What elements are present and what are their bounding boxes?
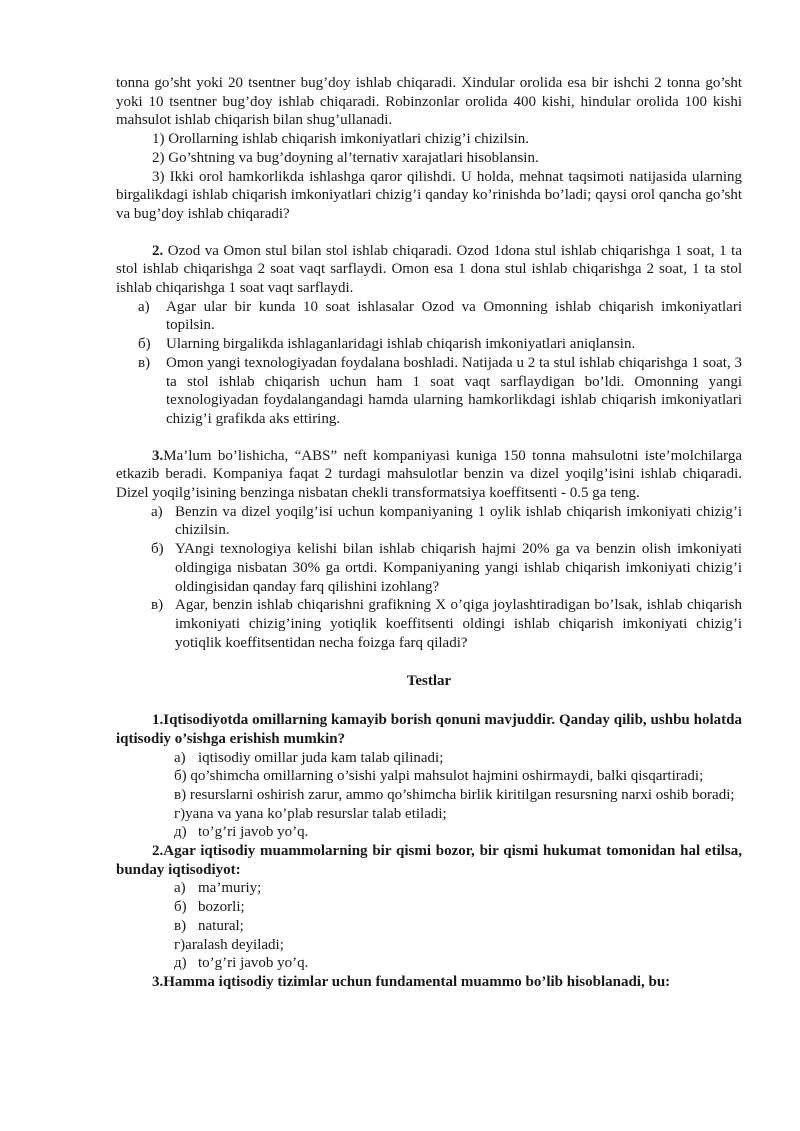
task-2-text (116, 242, 742, 298)
answer-text: resurslarni oshirish zarur, ammo qo’shimcha birlik kiritilgan resursning narxi oshib boradi; (189, 786, 735, 803)
answer-marker: в) (174, 786, 187, 803)
item-marker: б) (151, 541, 164, 558)
answer-text: to’g’ri javob yo’q. (198, 955, 309, 972)
test-2-answer-b (116, 898, 742, 917)
answer-marker: г) (174, 805, 186, 822)
answer-marker: a) (174, 880, 186, 897)
task-2-item-a (116, 298, 742, 335)
answer-marker: б) (174, 899, 187, 916)
test-1-answer-a (116, 749, 742, 768)
item-text: YAngi texnologiya kelishi bilan ishlab chiqarish hajmi 20% ga va benzin olish imkoniyati oldingiga nisbatan 30% ga ortdi. Kompaniyaning yangi ishlab chiqarish imkoniyati chizig’i oldingisidan qanday farq qilishini izohlang? (175, 541, 742, 595)
answer-text: iqtisodiy omillar juda kam talab qilinadi; (198, 749, 444, 766)
item-text: Benzin va dizel yoqilg’isi uchun kompaniyaning 1 oylik ishlab chiqarish imkoniyati chizig’i chizilsin. (175, 503, 742, 539)
test-2-answer-c (116, 917, 742, 936)
intro-item-2: 2) Go’shtning va bug’doyning al’ternativ xarajatlari hisoblansin. (152, 149, 539, 166)
intro-paragraph: tonna go’sht yoki 20 tsentner bug’doy ishlab chiqaradi. Xindular orolida esa bir ishchi 2 tonna go’sht yoki 10 tsentner bug’doy ishlab chiqaradi. Robinzonlar orolida 400 kishi, hindular orolida 100 kishi mahsulot ishlab chiqarish bilan shug’ullanadi. (116, 75, 742, 129)
item-marker: б) (138, 336, 151, 353)
answer-marker: в) (174, 917, 187, 934)
item-marker: a) (151, 503, 163, 520)
answer-text: qo’shimcha omillarning o’sishi yalpi mahsulot hajmini oshirmaydi, balki qisqartiradi; (190, 768, 704, 785)
answer-text: ma’muriy; (198, 880, 262, 897)
answer-text: to’g’ri javob yo’q. (198, 824, 309, 841)
test-2-answer-a (116, 879, 742, 898)
answer-text: aralash deyiladi; (185, 936, 284, 953)
test-3-question: 3.Hamma iqtisodiy tizimlar uchun fundamental muammo bo’lib hisoblanadi, bu: (152, 973, 671, 990)
answer-marker: a) (174, 749, 186, 766)
item-text: Agar ular bir kunda 10 soat ishlasalar Ozod va Omonning ishlab chiqarish imkoniyatlari topilsin. (166, 298, 742, 334)
answer-marker: б) (174, 768, 187, 785)
test-1-answer-e (116, 823, 742, 842)
test-1-question: 1.Iqtisodiyotda omillarning kamayib borish qonuni mavjuddir. Qanday qilib, ushbu holatda iqtisodiy o’sishga erishish mumkin? (116, 712, 742, 747)
answer-text: bozorli; (198, 899, 245, 916)
test-1-answer-d (116, 805, 742, 824)
tests-heading: Testlar (406, 673, 452, 690)
test-1-answer-c (116, 786, 742, 805)
task-2-body: Ozod va Omon stul bilan stol ishlab chiqaradi. Ozod 1dona stul ishlab chiqarishga 1 soat, 1 ta stol ishlab chiqarishga 2 soat vaqt sarflaydi. Omon esa 1 dona stul ishlab chiqarishga 2 soat, 1 ta stol ishlab chiqarishga 1 soat vaqt sarflaydi. (116, 242, 742, 297)
test-2-answer-d (116, 936, 742, 955)
test-1-answer-b (116, 767, 742, 786)
item-text: Omon yangi texnologiyadan foydalana boshladi. Natijada u 2 ta stul ishlab chiqarishga 1 soat, 3 ta stol ishlab chiqarish uchun ham 1 soat vaqt sarflaydigan bo’ldi. Omonning yangi texnologiyadan foydalangandagi hamda ularning hamkorlikdagi ishlab chiqarish imkoniyatlari chizig’i grafikda aks ettiring. (166, 354, 742, 427)
task-3-item-a (116, 503, 742, 540)
item-marker: в) (151, 597, 164, 614)
task-3-number: 3. (152, 447, 164, 464)
answer-text-wrap (150, 767, 742, 786)
task-3-text (116, 447, 742, 503)
answer-marker: д) (174, 955, 187, 972)
task-3-body: Ma’lum bo’lishicha, “ABS” neft kompaniyasi kuniga 150 tonna mahsulotni iste’molchilarga etkazib beradi. Kompaniya faqat 2 turdagi mahsulotlar benzin va dizel yoqilg’isini ishlab chiqaradi. Dizel yoqilg’isining benzinga nisbatan chekli transformatsiya koeffitsenti - 0.5 ga teng. (116, 447, 742, 502)
task-3-item-c (116, 596, 742, 652)
document-page (116, 74, 742, 992)
item-text: Agar, benzin ishlab chiqarishni grafikning X o’qiga joylashtiradigan bo’lsak, ishlab chiqarish imkoniyati chizig’ining yotiqlik koeffitsenti oldingi ishlab chiqarish imkoniyati chizig’i yotiqlik koeffitsentidan necha foizga farq qiladi? (175, 597, 742, 651)
task-2-item-c (116, 354, 742, 429)
answer-marker: г) (174, 936, 186, 953)
item-marker: в) (138, 354, 151, 371)
answer-text: yana va yana ko’plab resurslar talab etiladi; (185, 805, 447, 822)
task-2-item-b (116, 335, 742, 354)
answer-marker: д) (174, 824, 187, 841)
answer-text-wrap (150, 786, 742, 805)
test-2-answer-e (116, 954, 742, 973)
intro-item-1: 1) Orollarning ishlab chiqarish imkoniyatlari chizig’i chizilsin. (152, 131, 529, 148)
answer-text: natural; (198, 917, 244, 934)
task-2-number: 2. (152, 242, 164, 259)
item-marker: a) (138, 298, 150, 315)
item-text: Ularning birgalikda ishlaganlaridagi ishlab chiqarish imkoniyatlari aniqlansin. (166, 336, 636, 353)
test-2-question: 2.Agar iqtisodiy muammolarning bir qismi bozor, bir qismi hukumat tomonidan hal etilsa, bunday iqtisodiyot: (116, 843, 742, 878)
intro-item-3: 3) Ikki orol hamkorlikda ishlashga qaror qilishdi. U holda, mehnat taqsimoti natijasida ularning birgalikdagi ishlab chiqarish imkoniyatlari chizig’i qanday ko’rinishda bo’ladi; qaysi orol qancha go’sht va bug’doy ishlab chiqaradi? (116, 168, 742, 222)
task-3-item-b (116, 540, 742, 596)
